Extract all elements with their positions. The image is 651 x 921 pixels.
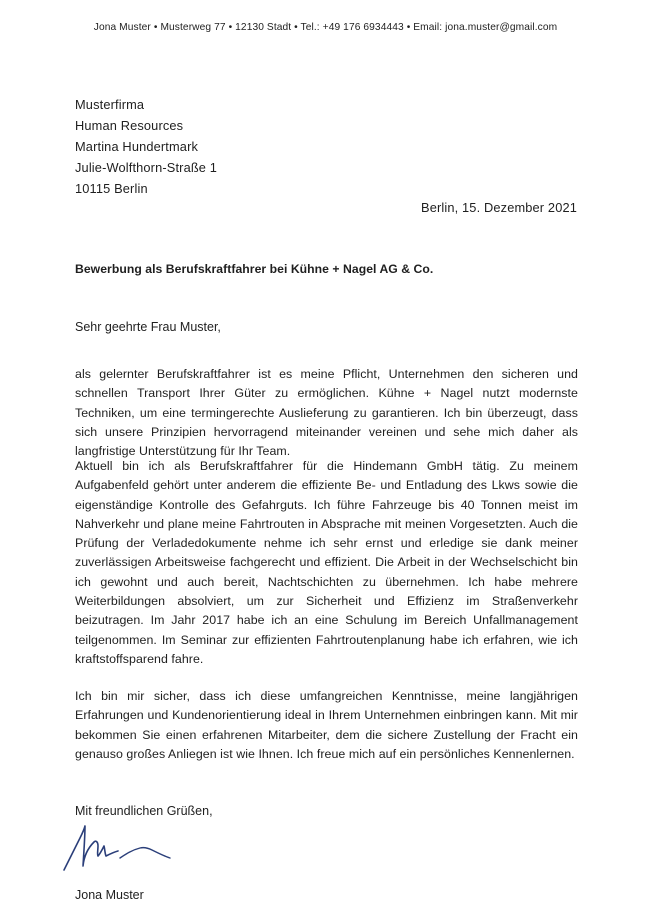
closing-phrase: Mit freundlichen Grüßen, [75, 804, 213, 818]
signature-underline-stroke [120, 848, 170, 858]
recipient-street: Julie-Wolfthorn-Straße 1 [75, 160, 218, 175]
body-paragraph-3: Ich bin mir sicher, dass ich diese umfangreichen Kenntnisse, meine langjährigen Erfahrungen und Kundenorientierung ideal in Ihrem Unternehmen einbringen kann. Mit mir bekommen Sie einen erfahrenen Mitarbeiter, dem die sichere Zustellung der Fracht ein genauso großes Anliegen ist wie Ihnen. Ich freue mich auf ein persönliches Kennenlernen. [75, 689, 578, 761]
recipient-contact-person: Martina Hundertmark [75, 139, 199, 154]
letter-date: Berlin, 15. Dezember 2021 [421, 200, 577, 215]
letter-subject: Bewerbung als Berufskraftfahrer bei Kühne + Nagel AG & Co. [75, 262, 434, 276]
sender-contact-line: Jona Muster • Musterweg 77 • 12130 Stadt • Tel.: +49 176 6934443 • Email: jona.muster@gmail.com [93, 22, 558, 33]
signature-icon [58, 818, 178, 878]
signature-stroke [64, 826, 118, 870]
recipient-department: Human Resources [75, 118, 184, 133]
salutation: Sehr geehrte Frau Muster, [75, 320, 221, 334]
body-paragraph-2: Aktuell bin ich als Berufskraftfahrer für die Hindemann GmbH tätig. Zu meinem Aufgabenfeld gehört unter anderem die effiziente Be- und Entladung des Lkws sowie die eigenständige Kontrolle des Gefahrguts. Ich führe Fahrzeuge bis 40 Tonnen meist im Nahverkehr und plane meine Fahrtrouten in Absprache mit meinen Vorgesetzten. Auch die Prüfung der Verladedokumente nehme ich sehr ernst und erledige sie dank meiner zuverlässigen Arbeitsweise fachgerecht und effizient. Die Arbeit in der Wechselschicht bin ich gewohnt und auch bereit, Nachtschichten zu übernehmen. Ich habe mehrere Weiterbildungen absolviert, um zur Sicherheit und Effizienz im Straßenverkehr beizutragen. Im Jahr 2017 habe ich an eine Schulung im Bereich Unfallmanagement teilgenommen. Im Seminar zur effizienten Fahrtroutenplanung habe ich erfahren, wie ich kraftstoffsparend fahre. [75, 459, 578, 666]
body-paragraph-1: als gelernter Berufskraftfahrer ist es meine Pflicht, Unternehmen den sicheren und schnellen Transport Ihrer Güter zu ermöglichen. Kühne + Nagel nutzt modernste Techniken, um eine termingerechte Auslieferung zu garantieren. Ich bin überzeugt, dass sich unsere Prinzipien hervorragend miteinander vereinen und sehe mich daher als langfristige Unterstützung für Ihr Team. [75, 367, 578, 459]
recipient-city: 10115 Berlin [75, 181, 148, 196]
recipient-address [75, 94, 217, 199]
recipient-company: Musterfirma [75, 97, 145, 112]
signer-name: Jona Muster [75, 888, 144, 902]
